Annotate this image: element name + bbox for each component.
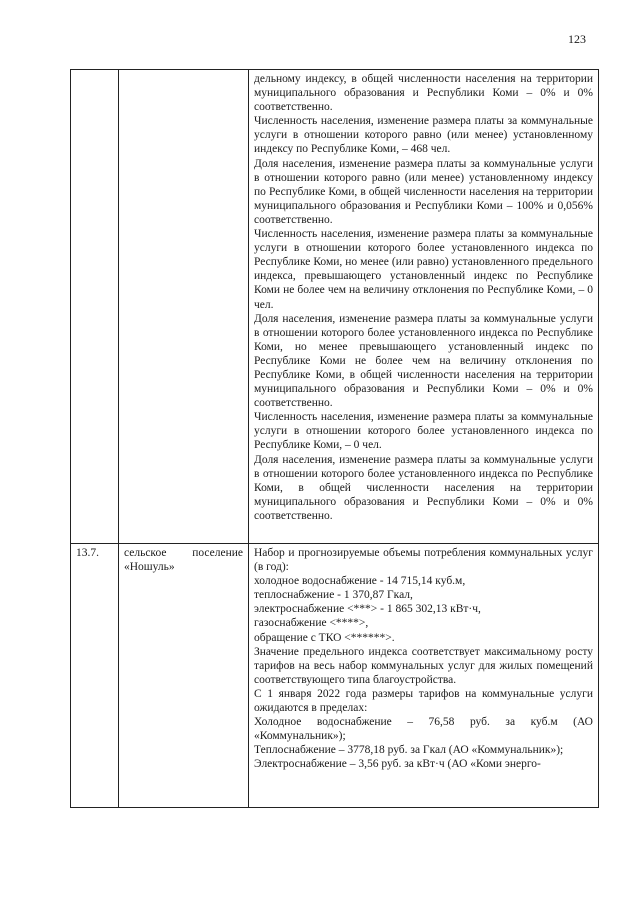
paragraph: Набор и прогнозируемые объемы потребления коммунальных услуг (в год): (254, 547, 593, 574)
table-row (71, 70, 599, 544)
municipality-type: сельское поселение (124, 547, 243, 559)
paragraph: Численность населения, изменение размера платы за коммунальные услуги в отношении которого равно (или менее) установленному индексу по Республике Коми, – 468 чел. (254, 115, 593, 156)
paragraph: дельному индексу, в общей численности населения на территории муниципального образования и Республики Коми – 0% и 0% соответственно. (254, 73, 593, 114)
paragraph: Электроснабжение – 3,56 руб. за кВт·ч (АО «Коми энерго- (254, 758, 541, 771)
paragraph: Доля населения, изменение размера платы за коммунальные услуги в отношении которого равно (или менее) установленному индексу по Республике Коми, в общей численности населения на территории муниципального образования и Республики Коми – 100% и 0,056% соответственно. (254, 157, 593, 226)
paragraph: Значение предельного индекса соответствует максимальному росту тарифов на весь набор коммунальных услуг для жилых помещений соответствующего типа благоустройства. (254, 645, 593, 686)
paragraph: Холодное водоснабжение – 76,58 руб. за куб.м (АО «Коммунальник»); (254, 716, 593, 743)
paragraph: Доля населения, изменение размера платы за коммунальные услуги в отношении которого более установленного индекса по Республике Коми, но менее превышающего установленный индекс по Республике Коми не более чем на величину отклонения по Республике Коми, в общей численности населения на территории муниципального образования и Республики Коми – 0% и 0% соответственно. (254, 312, 593, 410)
paragraph: электроснабжение <***> - 1 865 302,13 кВт·ч, (254, 603, 481, 616)
paragraph: холодное водоснабжение - 14 715,14 куб.м, (254, 575, 466, 588)
paragraph: С 1 января 2022 года размеры тарифов на коммунальные услуги ожидаются в пределах: (254, 687, 593, 715)
paragraph: Численность населения, изменение размера платы за коммунальные услуги в отношении которого более установленного индекса по Республике Коми, но менее (или равно) установленного предельного индекса, превышающего установленный индекс по Республике Коми не более чем на величину отклонения по Республике Коми, – 0 чел. (254, 228, 593, 311)
municipality-name: «Ношуль» (124, 561, 175, 574)
paragraph: Теплоснабжение – 3778,18 руб. за Гкал (АО «Коммунальник»); (254, 744, 564, 757)
description-cell (249, 70, 599, 544)
row-number-cell (71, 70, 119, 544)
municipality-cell (119, 544, 249, 808)
paragraph: обращение с ТКО <******>. (254, 631, 395, 644)
paragraph: Доля населения, изменение размера платы за коммунальные услуги в отношении которого более установленного индекса по Республике Коми, в общей численности населения на территории муниципального образования и Республики Коми – 0% и 0% соответственно. (254, 453, 593, 522)
row-number-cell: 13.7. (71, 544, 119, 808)
document-table (70, 69, 599, 808)
paragraph: Численность населения, изменение размера платы за коммунальные услуги в отношении которого более установленного индекса по Республике Коми, – 0 чел. (254, 411, 593, 452)
paragraph: теплоснабжение - 1 370,87 Гкал, (254, 589, 413, 602)
description-cell (249, 544, 599, 808)
paragraph: газоснабжение <****>, (254, 617, 369, 630)
page-number: 123 (568, 32, 586, 46)
municipality-cell (119, 70, 249, 544)
table-row (71, 544, 599, 808)
